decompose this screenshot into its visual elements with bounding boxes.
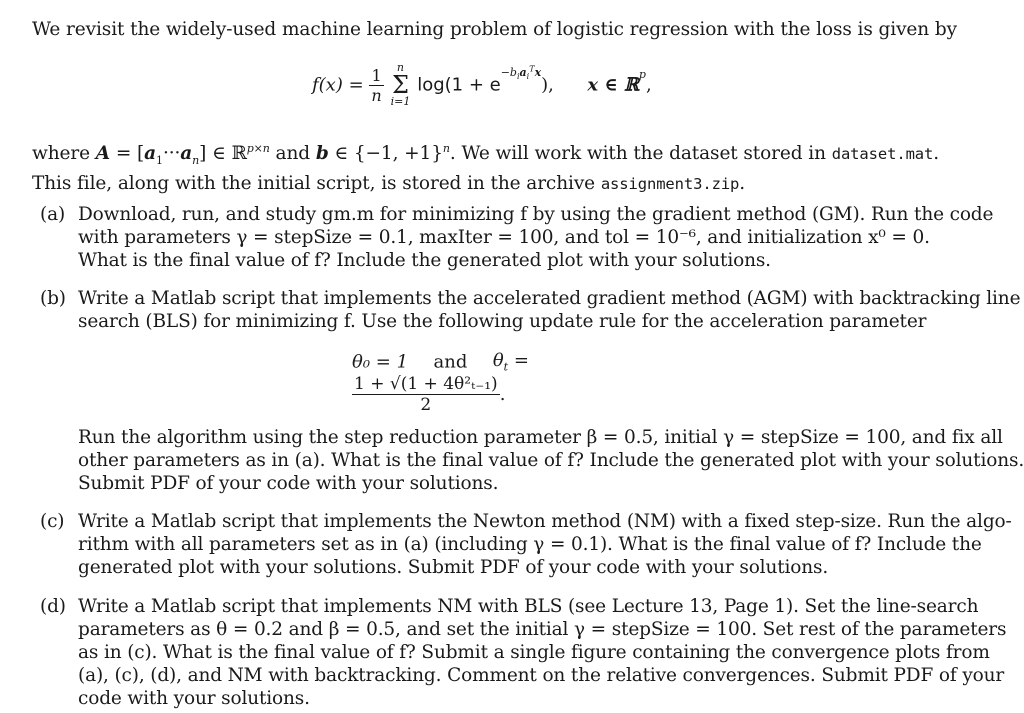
theta-denominator: 2 [420, 394, 432, 415]
loss-domain: x ∈ ℝ [587, 74, 639, 96]
intro-line: We revisit the widely-used machine learning problem of logistic regression with the loss is given by [32, 19, 957, 40]
where-t2: = [ [110, 143, 145, 165]
vec-an: a [180, 143, 193, 165]
loss-tail: ), [541, 74, 554, 96]
where-text: where $A = [a_1\cdot\cdot\cdot a_n]$ ∈ ℝ$^{p\times n}$ and b ∈ {−1, +1}$^n$. We will work with the dataset stored in dataset.mat. This file, along with the initial script, is stored in the archive assignment3.zip. [32, 142, 940, 194]
item-b-line4: other parameters as in (a). What is the final value of f? Include the generated plot with your solutions. [78, 450, 1024, 471]
item-d-line3: as in (c). What is the final value of f? Submit a single figure containing the convergence plots from [78, 642, 990, 663]
where-t1: where [32, 143, 96, 165]
where-t6: ∈ {−1, +1} [328, 143, 443, 165]
archive-filename: assignment3.zip [600, 174, 740, 193]
item-a-line2: with parameters γ = stepSize = 0.1, maxIter = 100, and tol = 10⁻⁶, and initialization x⁰ = 0. [78, 227, 930, 248]
item-c-label: (c) [40, 511, 65, 532]
loss-lhs: f(x) = [312, 74, 364, 96]
where-line2: This file, along with the initial script, is stored in the archive [32, 172, 601, 194]
item-d-line2: parameters as θ = 0.2 and β = 0.5, and set the initial γ = stepSize = 100. Set rest of the parameters [78, 619, 1007, 640]
item-a [40, 203, 994, 271]
theta-numerator: 1 + √(1 + 4θ²ₜ₋₁) [354, 373, 498, 394]
where-line2-end: . [739, 172, 746, 194]
vec-b: b [315, 143, 329, 165]
sum-symbol: n Σ i=1 [390, 61, 411, 108]
item-a-line1: Download, run, and study gm.m for minimizing f by using the gradient method (GM). Run the code [78, 204, 994, 225]
item-a-label: (a) [40, 204, 66, 225]
loss-exponent: −b [500, 66, 517, 79]
where-t7: . We will work with the dataset stored in [449, 143, 832, 165]
vec-a1: a [144, 143, 157, 165]
item-b-label: (b) [40, 288, 66, 309]
theta-t-sub: t [503, 360, 509, 374]
matrix-A: A [95, 143, 111, 165]
item-b [40, 287, 1021, 332]
where-t4: ] ∈ ℝ [199, 143, 247, 165]
item-d-label: (d) [40, 596, 66, 617]
item-b-line5: Submit PDF of your code with your solutions. [78, 473, 499, 494]
item-d [40, 595, 1007, 709]
loss-body: log(1 + e [417, 74, 501, 96]
where-n: n [442, 142, 450, 155]
loss-equation: f(x) = $\frac{1}{n}$ n Σ i=1 $\log(1 + e^{-b_ia_i^Tx})$, x ∈ ℝ$^p$, [312, 61, 652, 108]
loss-domain-end: , [645, 74, 652, 96]
theta-t: θ [492, 350, 504, 371]
where-t3: ··· [162, 143, 181, 165]
item-d-line5: code with your solutions. [78, 688, 310, 709]
item-b-line2: search (BLS) for minimizing f. Use the following update rule for the acceleration parameter [78, 311, 927, 332]
loss-domain-sup: p [638, 68, 646, 81]
loss-fraction [369, 66, 383, 105]
item-b-line3: Run the algorithm using the step reduction parameter β = 0.5, initial γ = stepSize = 100, and fix all [78, 427, 1003, 448]
item-c-line2: rithm with all parameters set as in (a) (including γ = 0.1). What is the final value of f? Include the [78, 534, 982, 555]
theta-and: and [433, 351, 468, 373]
where-t5: and [269, 143, 316, 165]
dataset-filename: dataset.mat [831, 145, 934, 164]
loss-frac-den: n [371, 85, 382, 105]
where-t8: . [933, 143, 940, 165]
item-c-line3: generated plot with your solutions. Submit PDF of your code with your solutions. [78, 557, 829, 578]
item-d-line1: Write a Matlab script that implements NM with BLS (see Lecture 13, Page 1). Set the line-search [78, 596, 979, 617]
theta-fraction [352, 374, 500, 415]
sum-lower: i=1 [390, 95, 411, 108]
intro-text [32, 18, 972, 41]
where-dim: p×n [246, 142, 270, 155]
item-b-line1: Write a Matlab script that implements the accelerated gradient method (AGM) with backtracking line [78, 288, 1021, 309]
theta-equation: θ₀ = 1 and $\theta_t$ = $\frac{\text{1 + √(1 + 4θ²ₜ₋₁)}}{2}$ . [352, 350, 529, 415]
item-d-line4: (a), (c), (d), and NM with backtracking. Comment on the relative convergences. Submit PDF of your [78, 665, 1005, 686]
loss-frac-num: 1 [369, 66, 383, 86]
sum-upper: n [396, 61, 404, 74]
theta-initial: θ₀ = 1 [352, 351, 409, 373]
item-c [40, 510, 1012, 578]
item-a-line3: What is the final value of f? Include the generated plot with your solutions. [78, 250, 771, 271]
item-c-line1: Write a Matlab script that implements the Newton method (NM) with a fixed step-size. Run the algo- [78, 511, 1012, 532]
